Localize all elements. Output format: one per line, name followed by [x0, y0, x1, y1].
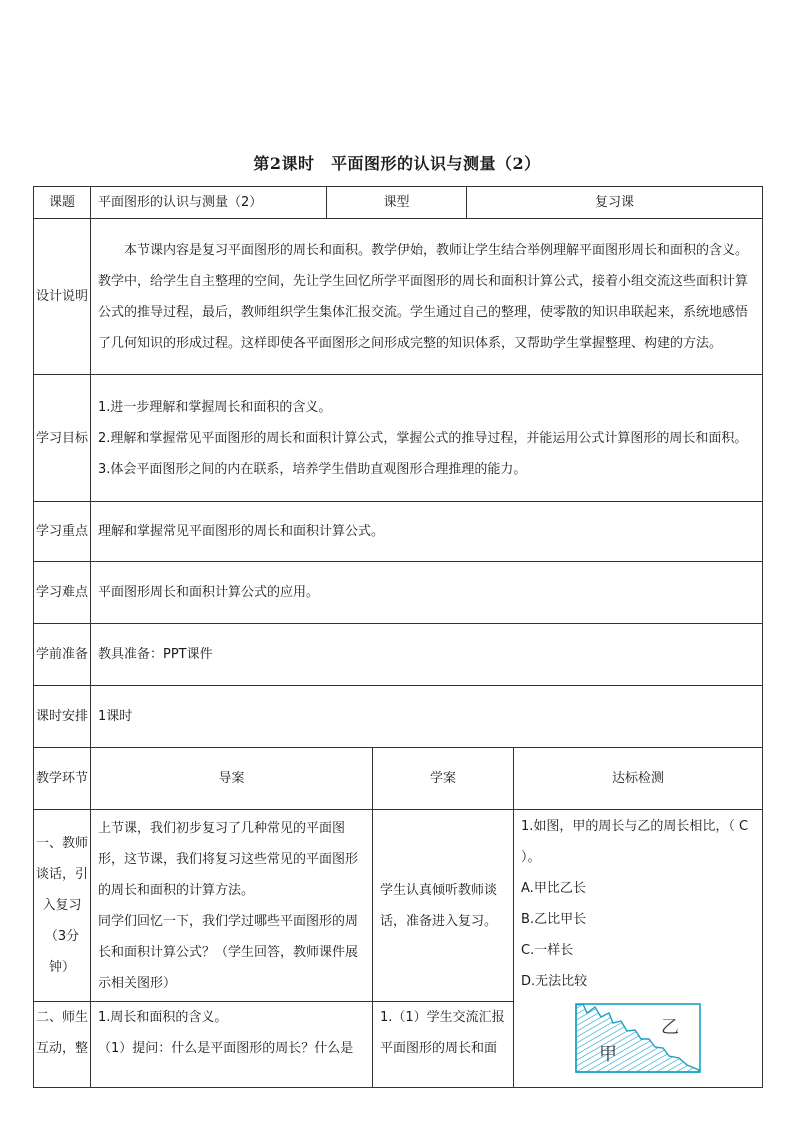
goals-row: [34, 375, 763, 502]
check-header: 达标检测: [514, 748, 763, 810]
lesson-plan-table: [33, 186, 763, 1088]
guide-header: 导案: [91, 748, 373, 810]
design-row: [34, 219, 763, 375]
check-option: B.乙比甲长: [521, 912, 587, 927]
section1-guide-p2: 同学们回忆一下，我们学过哪些平面图形的周长和面积计算公式？（学生回答，教师课件展示相关图形）: [98, 913, 359, 991]
section1-study: 学生认真倾听教师谈话，准备进入复习。: [373, 810, 514, 1002]
design-label: 设计说明: [34, 219, 91, 375]
difficulty-row: [34, 562, 763, 624]
study-header: 学案: [373, 748, 514, 810]
topic-label: 课题: [34, 187, 91, 219]
section2-study: 1.（1）学生交流汇报平面图形的周长和面: [373, 1002, 514, 1088]
check-question: 1.如图，甲的周长与乙的周长相比，（ C ）。: [521, 819, 749, 865]
section2-guide-p2: （1）提问：什么是平面图形的周长？什么是: [98, 1041, 354, 1057]
preparation-text: 教具准备：PPT课件: [91, 624, 763, 686]
figure-label-a: 甲: [599, 1044, 618, 1065]
preparation-label: 学前准备: [34, 624, 91, 686]
stage-header: 教学环节: [34, 748, 91, 810]
page-title: 第2课时 平面图形的认识与测量（2）: [253, 154, 541, 173]
figure-label-b: 乙: [661, 1017, 680, 1038]
schedule-label: 课时安排: [34, 686, 91, 748]
type-label: 课型: [327, 187, 467, 219]
section-row: [34, 810, 763, 1002]
check-option: C.一样长: [521, 943, 574, 958]
goals-label: 学习目标: [34, 375, 91, 502]
preparation-row: [34, 624, 763, 686]
section2-stage: 二、师生互动，整: [34, 1002, 91, 1088]
key-point-text: 理解和掌握常见平面图形的周长和面积计算公式。: [91, 502, 763, 562]
design-text: 本节课内容是复习平面图形的周长和面积。教学伊始，教师让学生结合举例理解平面图形周长和面积的含义。教学中，给学生自主整理的空间，先让学生回忆所学平面图形的周长和面积计算公式，接着小组交流这些面积计算公式的推导过程，最后，教师组织学生集体汇报交流。学生通过自己的整理，使零散的知识串联起来，系统地感悟了几何知识的形成过程。这样即使各平面图形之间形成完整的知识体系，又帮助学生掌握整理、构建的方法。: [98, 242, 749, 351]
section1-guide-p1: 上节课，我们初步复习了几种常见的平面图形，这节课，我们将复习这些常见的平面图形的周长和面积的计算方法。: [98, 820, 359, 898]
topic-row: [34, 187, 763, 219]
difficulty-label: 学习难点: [34, 562, 91, 624]
column-header-row: [34, 748, 763, 810]
difficulty-text: 平面图形周长和面积计算公式的应用。: [91, 562, 763, 624]
check-option: A.甲比乙长: [521, 881, 586, 896]
key-point-row: [34, 502, 763, 562]
key-point-label: 学习重点: [34, 502, 91, 562]
check-option: D.无法比较: [521, 974, 588, 989]
section2-guide-p1: 1.周长和面积的含义。: [98, 1010, 228, 1026]
schedule-row: [34, 686, 763, 748]
topic-value: 平面图形的认识与测量（2）: [91, 187, 327, 219]
goal-item: 1.进一步理解和掌握周长和面积的含义。: [98, 399, 332, 415]
perimeter-figure: [575, 1003, 755, 1087]
goal-item: 2.理解和掌握常见平面图形的周长和面积计算公式，掌握公式的推导过程，并能运用公式计算图形的周长和面积。: [98, 430, 748, 446]
goal-item: 3.体会平面图形之间的内在联系，培养学生借助直观图形合理推理的能力。: [98, 461, 527, 477]
section1-stage: 一、教师谈话，引入复习（3分钟）: [34, 810, 91, 1002]
schedule-text: 1课时: [91, 686, 763, 748]
type-value: 复习课: [467, 187, 763, 219]
